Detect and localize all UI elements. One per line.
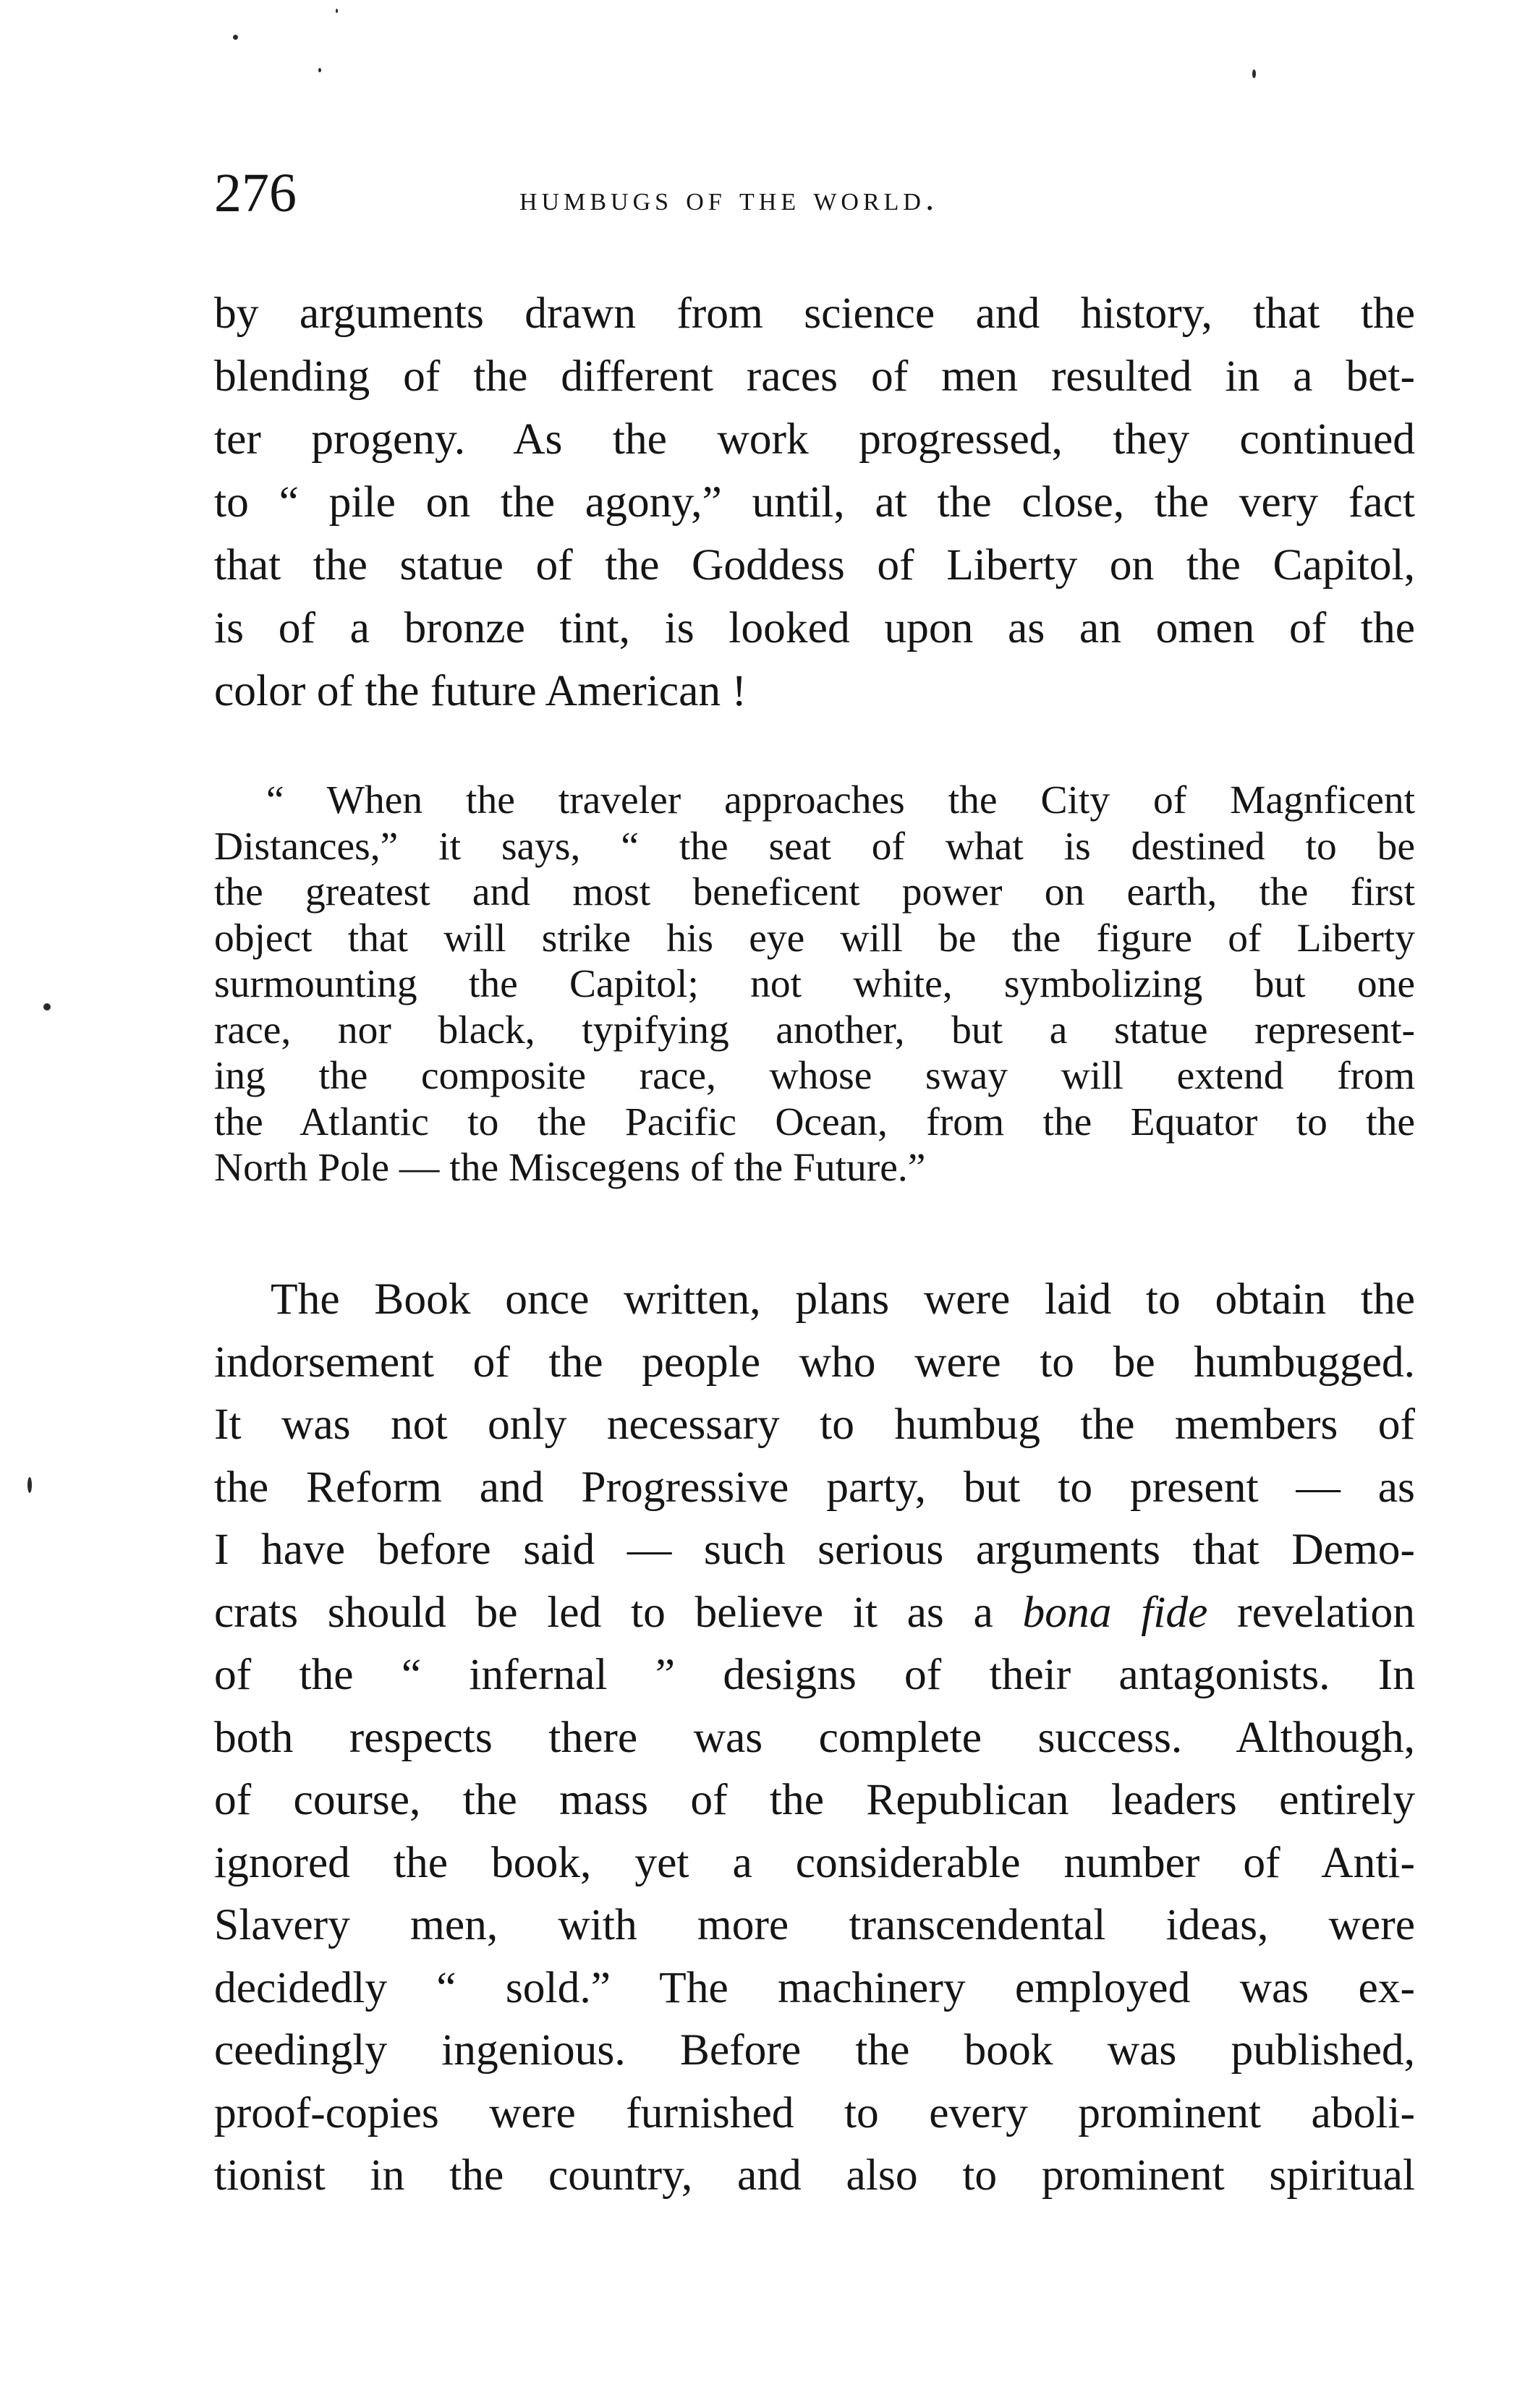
paragraph-main [214, 1268, 1415, 2207]
text-line: I have before said — such serious arguments that Demo- [214, 1525, 1415, 1574]
text-line: of the “ infernal ” designs of their antagonists. In [214, 1650, 1415, 1699]
quote-line: surmounting the Capitol; not white, symbolizing but one [214, 962, 1415, 1006]
text-line: blending of the different races of men resulted in a bet- [214, 352, 1415, 401]
scan-speck [1252, 69, 1256, 78]
scan-speck [318, 68, 321, 72]
text-line: both respects there was complete success. Although, [214, 1712, 1415, 1762]
quote-line: race, nor black, typifying another, but a statue represent- [214, 1008, 1415, 1052]
paragraph-continuation [214, 282, 1415, 723]
quote-line: the greatest and most beneficent power on earth, the first [214, 870, 1415, 914]
block-quote [214, 778, 1415, 1191]
text-line: ignored the book, yet a considerable number of Anti- [214, 1837, 1415, 1887]
text-line: of course, the mass of the Republican leaders entirely [214, 1775, 1415, 1824]
running-header [214, 161, 1415, 226]
text-line: The Book once written, plans were laid to obtain the [271, 1275, 1415, 1324]
text-line: is of a bronze tint, is looked upon as an omen of the [214, 603, 1415, 652]
scan-speck [336, 9, 338, 13]
page-number: 276 [214, 163, 297, 224]
text-line: color of the future American ! [214, 666, 747, 715]
text-line: decidedly “ sold.” The machinery employed was ex- [214, 1962, 1415, 2012]
text-line: indorsement of the people who were to be humbugged. [214, 1337, 1415, 1387]
text-line: tionist in the country, and also to prominent spiritual [214, 2150, 1415, 2200]
scan-speck [27, 1477, 32, 1493]
text-line: by arguments drawn from science and history, that the [214, 289, 1415, 338]
quote-line: ing the composite race, whose sway will extend from [214, 1054, 1415, 1098]
italic-phrase: bona fide [1022, 1587, 1208, 1637]
quote-line: object that will strike his eye will be the figure of Liberty [214, 916, 1415, 961]
text-line: ter progeny. As the work progressed, they continued [214, 414, 1415, 464]
quote-line: the Atlantic to the Pacific Ocean, from the Equator to the [214, 1099, 1415, 1144]
quote-line: “ When the traveler approaches the City of Magnficent [266, 778, 1415, 822]
text-segment: revelation [1207, 1587, 1415, 1637]
text-line-with-italic [214, 1581, 1415, 1644]
quote-line: North Pole — the Miscegens of the Future.” [214, 1146, 926, 1190]
text-line: It was not only necessary to humbug the members of [214, 1400, 1415, 1449]
text-line: ceedingly ingenious. Before the book was published, [214, 2025, 1415, 2075]
text-line: Slavery men, with more transcendental ideas, were [214, 1900, 1415, 1949]
scan-speck [43, 1003, 51, 1011]
text-segment: crats should be led to believe it as a [214, 1587, 1023, 1637]
text-line: the Reform and Progressive party, but to present — as [214, 1462, 1415, 1512]
text-line: proof-copies were furnished to every prominent aboli- [214, 2088, 1415, 2137]
scan-speck [233, 35, 238, 40]
running-title: humbugs of the world. [519, 178, 939, 218]
text-line: to “ pile on the agony,” until, at the close, the very fact [214, 477, 1415, 527]
quote-line: Distances,” it says, “ the seat of what is destined to be [214, 824, 1415, 869]
text-line: that the statue of the Goddess of Liberty on the Capitol, [214, 540, 1415, 590]
